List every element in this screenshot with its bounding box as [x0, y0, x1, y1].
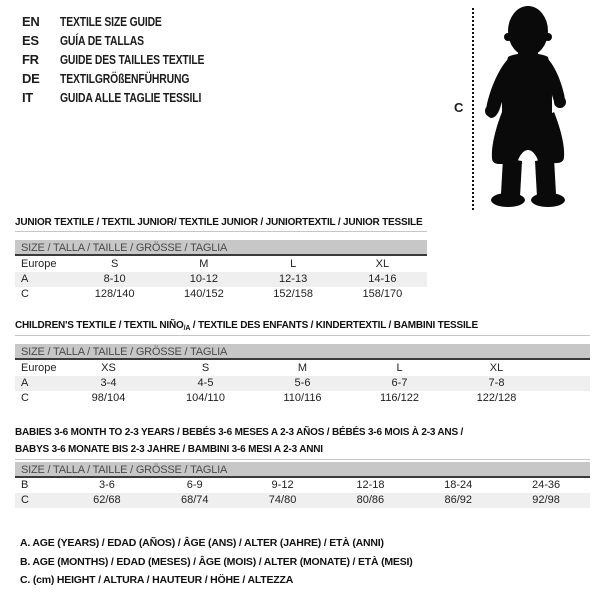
- divider-line: [15, 231, 427, 232]
- size-cell: 98/104: [91, 392, 126, 404]
- row-label: C: [21, 288, 29, 300]
- size-cell: 24-36: [531, 479, 561, 491]
- legend-line-b: B. AGE (MONTHS) / EDAD (MESES) / ÂGE (MOIS) / ALTER (MONATE) / ETÀ (MESI): [20, 555, 413, 568]
- language-title: GUIDA ALLE TAGLIE TESSILI: [60, 90, 202, 105]
- row-label: A: [21, 377, 29, 389]
- table-row: [15, 272, 427, 287]
- column-header: S: [110, 258, 119, 270]
- size-cell: 80/86: [356, 494, 385, 506]
- size-cell: 128/140: [94, 288, 135, 300]
- size-cell: 4-5: [197, 377, 214, 389]
- column-spacer: [545, 376, 590, 391]
- language-row: [22, 69, 240, 88]
- column-header: M: [199, 258, 209, 270]
- language-row: [22, 50, 240, 69]
- table-row: [15, 287, 427, 302]
- size-cell: 18-24: [444, 479, 473, 491]
- size-cell: 116/122: [380, 392, 419, 404]
- size-cell: 68/74: [180, 494, 209, 506]
- size-cell: 86/92: [444, 494, 472, 506]
- size-cell: 6-7: [391, 377, 408, 389]
- table-children: [15, 320, 590, 406]
- table-row: [15, 376, 590, 391]
- column-header: L: [396, 362, 403, 374]
- size-header-bar: SIZE / TALLA / TAILLE / GRÖSSE / TAGLIA: [15, 462, 590, 478]
- size-cell: 3-6: [98, 479, 115, 491]
- table-title: [15, 320, 590, 332]
- column-header: XL: [375, 258, 390, 270]
- column-header: XS: [101, 362, 116, 374]
- size-cell: 122/128: [476, 392, 517, 404]
- column-header: M: [297, 362, 308, 374]
- size-cell: 104/110: [186, 392, 225, 404]
- language-code: DE: [22, 71, 40, 86]
- size-cell: 12-13: [279, 273, 308, 285]
- size-cell: 152/158: [273, 288, 313, 300]
- row-label: B: [21, 479, 29, 491]
- size-header-bar: SIZE / TALLA / TAILLE / GRÖSSE / TAGLIA: [15, 240, 427, 256]
- language-row: [22, 31, 240, 50]
- size-cell: 92/98: [532, 494, 560, 506]
- table-row: [15, 478, 590, 493]
- row-label: C: [21, 494, 29, 506]
- column-header: S: [201, 362, 210, 374]
- table-title-text: / TEXTILE DES ENFANTS / KINDERTEXTIL / BAMBINI TESSILE: [190, 320, 478, 331]
- language-code: EN: [22, 14, 40, 29]
- size-cell: 74/80: [268, 494, 297, 506]
- column-header: XL: [489, 362, 504, 374]
- size-cell: 62/68: [93, 494, 121, 506]
- size-figure: [450, 0, 600, 215]
- table-header-row: [15, 256, 427, 272]
- column-spacer: [545, 360, 590, 376]
- language-title: TEXTILGRÖßENFÜHRUNG: [60, 71, 190, 86]
- size-cell: 14-16: [368, 273, 397, 285]
- size-cell: 140/152: [183, 288, 224, 300]
- row-label: C: [21, 392, 29, 404]
- size-cell: 10-12: [189, 273, 218, 285]
- table-title-text: CHILDREN'S TEXTILE / TEXTIL NIÑO: [15, 320, 184, 331]
- table-row: [15, 391, 590, 406]
- size-cell: 9-12: [271, 479, 294, 491]
- language-title: TEXTILE SIZE GUIDE: [60, 14, 162, 29]
- table-title-line2: BABYS 3-6 MONATE BIS 2-3 JAHRE / BAMBINI 3-6 MESI A 2-3 ANNI: [15, 444, 323, 455]
- language-list: [22, 12, 240, 107]
- legend: [20, 534, 413, 590]
- table-junior: [15, 217, 427, 302]
- size-cell: 6-9: [186, 479, 203, 491]
- table-babies: [15, 424, 590, 508]
- legend-line-c: C. (cm) HEIGHT / ALTURA / HAUTEUR / HÖHE / ALTEZZA: [20, 574, 294, 586]
- size-cell: 5-6: [294, 377, 311, 389]
- region-label: Europe: [21, 362, 57, 374]
- row-label: A: [21, 273, 29, 285]
- size-cell: 110/116: [283, 392, 322, 404]
- table-title: JUNIOR TEXTILE / TEXTIL JUNIOR/ TEXTILE JUNIOR / JUNIORTEXTIL / JUNIOR TESSILE: [15, 217, 423, 228]
- language-title: GUÍA DE TALLAS: [60, 33, 144, 48]
- table-title-subscript: /A: [183, 325, 191, 332]
- language-code: ES: [22, 33, 39, 48]
- baby-silhouette-icon: [478, 0, 578, 215]
- height-label: C: [454, 100, 464, 115]
- language-code: FR: [22, 52, 39, 67]
- size-cell: 12-18: [356, 479, 385, 491]
- divider-line: [15, 459, 590, 460]
- table-row: [15, 493, 590, 508]
- language-code: IT: [22, 90, 33, 105]
- table-title: [15, 424, 590, 458]
- legend-line-a: A. AGE (YEARS) / EDAD (AÑOS) / ÂGE (ANS) / ALTER (JAHRE) / ETÀ (ANNI): [20, 537, 384, 549]
- column-spacer: [545, 391, 590, 406]
- size-cell: 3-4: [100, 377, 117, 389]
- table-header-row: [15, 360, 590, 376]
- table-title-line1: BABIES 3-6 MONTH TO 2-3 YEARS / BEBÉS 3-6 MESES A 2-3 AÑOS / BÉBÉS 3-6 MOIS À 2-3 ANS /: [15, 427, 464, 438]
- height-dotted-line: [472, 8, 474, 210]
- language-row: [22, 88, 240, 107]
- size-cell: 158/170: [362, 288, 403, 300]
- language-title: GUIDE DES TAILLES TEXTILE: [60, 52, 205, 67]
- size-cell: 8-10: [103, 273, 126, 285]
- size-cell: 7-8: [488, 377, 505, 389]
- region-label: Europe: [21, 258, 57, 270]
- divider-line: [15, 335, 590, 336]
- size-header-bar: SIZE / TALLA / TAILLE / GRÖSSE / TAGLIA: [15, 344, 590, 360]
- column-header: L: [290, 258, 297, 270]
- language-row: [22, 12, 240, 31]
